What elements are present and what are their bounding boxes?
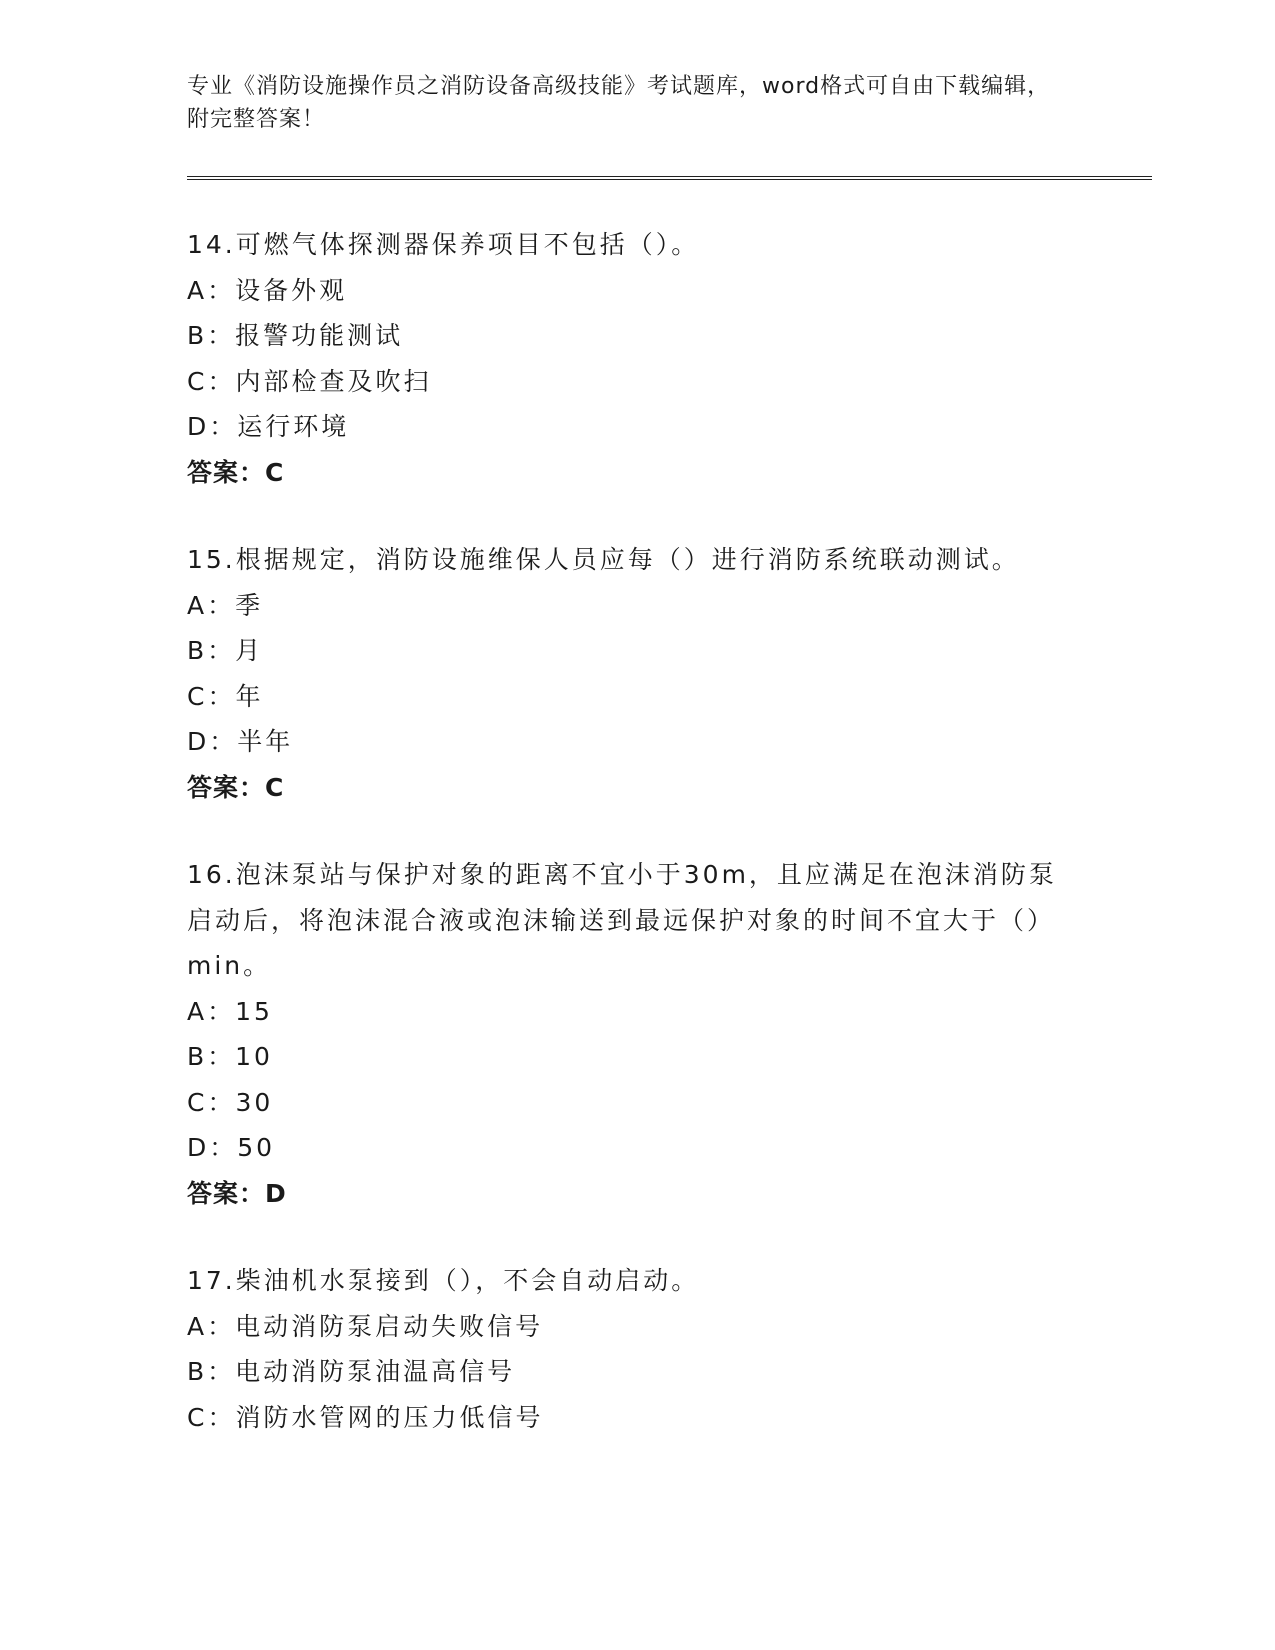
question-stem: 17.柴油机水泵接到（），不会自动启动。 [187,1266,700,1295]
question-17 [187,1258,1152,1440]
option-d: D：50 [187,1133,276,1162]
question-15 [187,537,1152,810]
option-c: C：年 [187,681,264,711]
option-c: C：内部检查及吹扫 [187,366,432,396]
option-a: A：季 [187,590,264,620]
question-stem: 15.根据规定，消防设施维保人员应每（）进行消防系统联动测试。 [187,545,1020,574]
option-c: C：消防水管网的压力低信号 [187,1402,544,1432]
question-list [187,222,1152,1440]
option-b: B：月 [187,636,264,665]
question-stem: 14.可燃气体探测器保养项目不包括（）。 [187,230,700,259]
option-d: D：半年 [187,727,294,756]
option-b: B：电动消防泵油温高信号 [187,1357,516,1386]
document-header: 专业《消防设施操作员之消防设备高级技能》考试题库，word格式可自由下载编辑，附完整答案！ [187,74,1051,132]
answer: 答案：C [187,457,285,487]
question-16 [187,852,1152,1216]
option-b: B：报警功能测试 [187,321,404,350]
option-a: A：设备外观 [187,275,348,305]
option-a: A：电动消防泵启动失败信号 [187,1311,544,1341]
answer: 答案：C [187,772,285,802]
document-page [187,70,1152,1482]
option-d: D：运行环境 [187,412,350,441]
header-divider [187,176,1152,180]
answer: 答案：D [187,1178,287,1208]
question-14 [187,222,1152,495]
option-c: C：30 [187,1087,274,1117]
option-b: B：10 [187,1042,273,1071]
question-stem: 16.泡沫泵站与保护对象的距离不宜小于30m，且应满足在泡沫消防泵启动后，将泡沫混合液或泡沫输送到最远保护对象的时间不宜大于（）min。 [187,860,1057,980]
option-a: A：15 [187,996,273,1026]
